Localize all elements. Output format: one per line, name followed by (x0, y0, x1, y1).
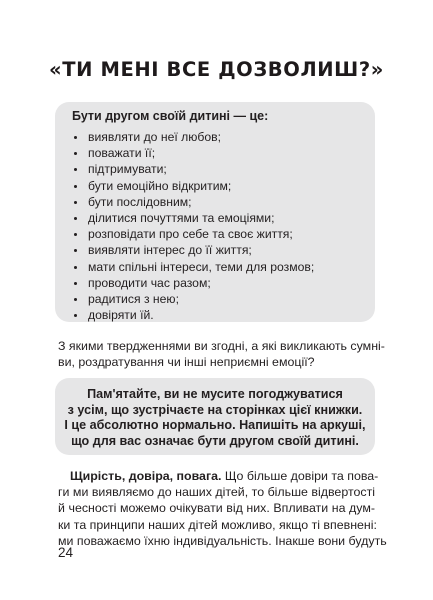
note-line: що для вас означає бути другом своїй дитині. (71, 433, 359, 448)
friend-bullet-list (74, 129, 314, 323)
list-item: довіряти їй. (74, 307, 314, 323)
lead-phrase: Щирість, довіра, повага. (70, 469, 222, 483)
page-title: «ТИ МЕНІ ВСЕ ДОЗВОЛИШ?» (49, 58, 384, 81)
list-item: проводити час разом; (74, 275, 314, 291)
body-line-rest: Що більше довіри та пова- (221, 469, 379, 483)
list-item: бути емоційно відкритим; (74, 178, 314, 194)
reminder-note (55, 387, 375, 449)
reminder-box (55, 378, 375, 455)
body-paragraph (58, 468, 387, 549)
list-item: розповідати про себе та своє життя; (74, 226, 314, 242)
list-item: поважати її; (74, 145, 314, 161)
page-number: 24 (58, 545, 74, 560)
note-line: Пам'ятайте, ви не мусите погоджуватися (87, 387, 343, 401)
note-line: з усім, що зустрічаєте на сторінках цієї книжки. (67, 402, 363, 417)
friend-list-heading: Бути другом своїй дитині — це: (72, 109, 269, 123)
list-item: радитися з нею; (74, 291, 314, 307)
question-line: ви, роздратування чи інші неприємні емоції? (58, 354, 315, 369)
list-item: виявляти до неї любов; (74, 129, 314, 145)
list-item: підтримувати; (74, 161, 314, 177)
list-item: бути послідовним; (74, 194, 314, 210)
list-item: виявляти інтерес до її життя; (74, 242, 314, 258)
question-paragraph (58, 339, 385, 370)
list-item: мати спільні інтереси, теми для розмов; (74, 259, 314, 275)
note-line: І це абсолютно нормально. Напишіть на аркуші, (64, 418, 366, 433)
body-line: ми поважаємо їхню індивідуальність. Інакше вони будуть (58, 533, 387, 548)
list-item: ділитися почуттями та емоціями; (74, 210, 314, 226)
body-line: ги ми виявляємо до наших дітей, то більше відвертості (58, 485, 375, 500)
question-line: З якими твердженнями ви згодні, а які викликають сумні- (58, 339, 385, 353)
body-first-line (58, 468, 379, 484)
friend-list-box (55, 102, 375, 322)
body-line: ки та принципи наших дітей можливо, якщо ті впевнені: (58, 517, 377, 532)
body-line: й чесності можемо очікувати від них. Впливати на дум- (58, 501, 375, 516)
